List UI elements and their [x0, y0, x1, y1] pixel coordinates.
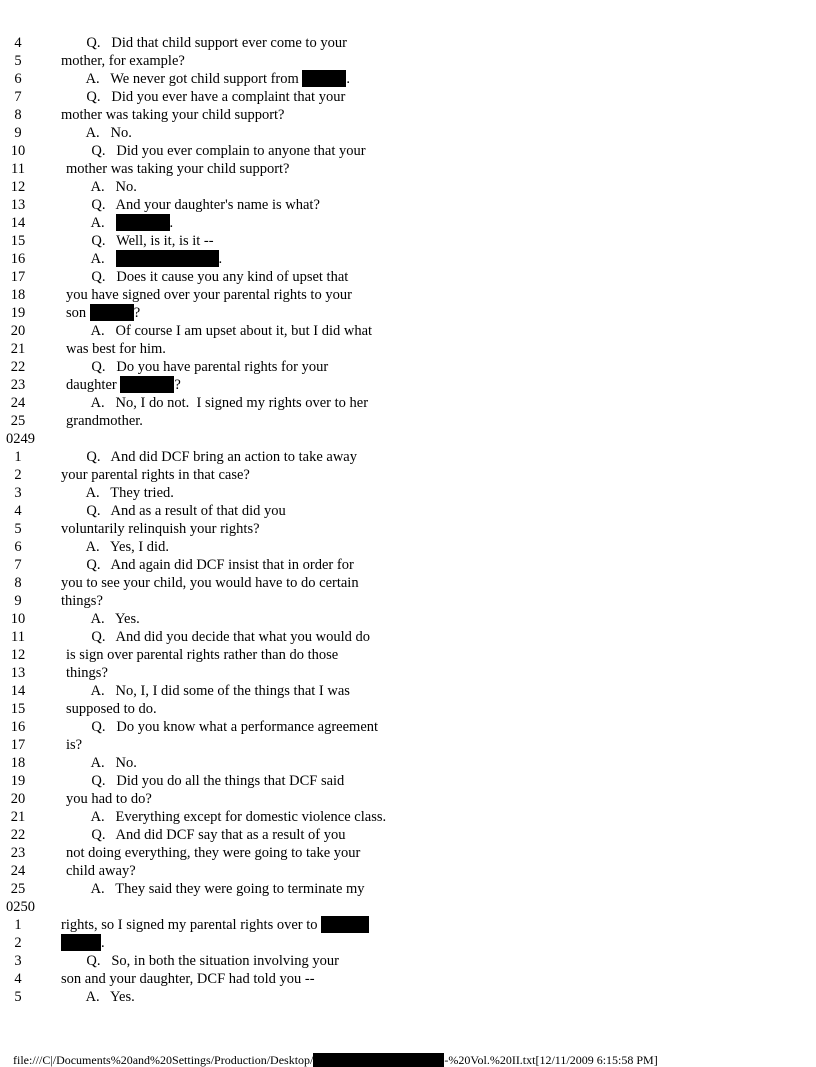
- text-segment: A. Everything except for domestic violence class.: [66, 809, 387, 825]
- line-text: [61, 52, 185, 70]
- line-text: [66, 304, 140, 322]
- transcript-line: [0, 304, 816, 322]
- transcript-line: [0, 772, 816, 790]
- line-text: [66, 646, 338, 664]
- text-segment: A. Yes.: [61, 989, 135, 1005]
- text-segment: A. They said they were going to terminate my: [66, 881, 365, 897]
- line-number: 11: [11, 629, 25, 645]
- page-number: 0250: [6, 899, 35, 915]
- transcript-line: [0, 160, 816, 178]
- line-number: 3: [14, 485, 22, 501]
- text-segment: child away?: [66, 863, 136, 879]
- line-number: 9: [14, 125, 22, 141]
- text-segment: Q. And your daughter's name is what?: [66, 197, 320, 213]
- text-segment: Q. Do you have parental rights for your: [66, 359, 329, 375]
- line-text: [66, 160, 290, 178]
- line-number: 6: [14, 539, 22, 555]
- footer-path-prefix: file:///C|/Documents%20and%20Settings/Production/Desktop/: [13, 1053, 314, 1067]
- line-text: [61, 70, 350, 88]
- text-segment: things?: [61, 593, 103, 609]
- line-number: 18: [10, 755, 26, 771]
- transcript-line: [0, 70, 816, 88]
- line-text: [66, 682, 350, 700]
- text-segment: Q. Did you ever have a complaint that your: [61, 89, 346, 105]
- text-segment: A. No.: [66, 179, 137, 195]
- line-number: 19: [10, 305, 26, 321]
- line-text: [66, 628, 370, 646]
- line-text: [61, 502, 286, 520]
- transcript-line: [0, 952, 816, 970]
- text-segment: Q. Does it cause you any kind of upset that: [66, 269, 349, 285]
- transcript-line: [0, 376, 816, 394]
- line-number: 3: [14, 953, 22, 969]
- line-number: 25: [10, 881, 26, 897]
- line-text: [66, 808, 386, 826]
- redaction-bar: [116, 214, 170, 231]
- line-number: 1: [14, 449, 22, 465]
- text-segment: A. We never got child support from: [61, 71, 303, 87]
- text-segment: mother, for example?: [61, 53, 185, 69]
- line-number: 8: [14, 107, 22, 123]
- text-segment: A. They tried.: [61, 485, 174, 501]
- line-text: [66, 196, 320, 214]
- line-text: [66, 268, 348, 286]
- line-number: 8: [14, 575, 22, 591]
- text-segment: daughter: [66, 377, 121, 393]
- text-segment: .: [169, 215, 174, 231]
- transcript-line: [0, 790, 816, 808]
- line-text: [61, 556, 354, 574]
- line-text: [66, 358, 328, 376]
- text-segment: Q. And did DCF bring an action to take away: [61, 449, 357, 465]
- transcript-line: [0, 502, 816, 520]
- text-segment: mother was taking your child support?: [61, 107, 285, 123]
- line-text: [66, 394, 368, 412]
- text-segment: not doing everything, they were going to take your: [66, 845, 361, 861]
- line-text: [66, 376, 181, 394]
- transcript-line: [0, 34, 816, 52]
- transcript-line: [0, 466, 816, 484]
- text-segment: Q. Did that child support ever come to your: [61, 35, 347, 51]
- line-number: 5: [14, 53, 22, 69]
- transcript-line: [0, 970, 816, 988]
- text-segment: A. No.: [61, 125, 132, 141]
- line-text: [61, 952, 339, 970]
- line-text: [66, 250, 222, 268]
- line-number: 2: [14, 467, 22, 483]
- transcript-line: [0, 880, 816, 898]
- transcript-line: [0, 736, 816, 754]
- transcript-line: [0, 178, 816, 196]
- line-text: [66, 322, 372, 340]
- line-number: 20: [10, 791, 26, 807]
- redaction-bar: [116, 250, 219, 267]
- line-number: 4: [14, 971, 22, 987]
- transcript-line: [0, 88, 816, 106]
- text-segment: A. Yes, I did.: [61, 539, 169, 555]
- line-text: [66, 736, 82, 754]
- text-segment: mother was taking your child support?: [66, 161, 290, 177]
- text-segment: Q. And did you decide that what you would do: [66, 629, 371, 645]
- line-number: 5: [14, 989, 22, 1005]
- line-text: [66, 754, 137, 772]
- line-number: 18: [10, 287, 26, 303]
- line-text: [61, 970, 315, 988]
- line-text: [61, 448, 357, 466]
- line-number: 25: [10, 413, 26, 429]
- transcript-line: [0, 592, 816, 610]
- transcript-line: [0, 484, 816, 502]
- text-segment: Q. And again did DCF insist that in order for: [61, 557, 354, 573]
- line-text: [66, 880, 365, 898]
- line-text: [61, 916, 369, 934]
- line-text: [66, 232, 214, 250]
- line-number: 19: [10, 773, 26, 789]
- text-segment: Q. Did you ever complain to anyone that your: [66, 143, 366, 159]
- line-text: [61, 574, 359, 592]
- file-path-footer: [7, 1039, 658, 1067]
- line-number: 10: [10, 611, 26, 627]
- text-segment: voluntarily relinquish your rights?: [61, 521, 260, 537]
- transcript-line: [0, 286, 816, 304]
- text-segment: you have signed over your parental rights to your: [66, 287, 352, 303]
- text-segment: you to see your child, you would have to do certain: [61, 575, 359, 591]
- redaction-bar: [313, 1053, 444, 1067]
- line-text: [66, 826, 346, 844]
- transcript-line: [0, 520, 816, 538]
- line-number: 16: [10, 251, 26, 267]
- text-segment: you had to do?: [66, 791, 152, 807]
- line-number: 9: [14, 593, 22, 609]
- transcript-line: [0, 754, 816, 772]
- redaction-bar: [61, 934, 101, 951]
- transcript-line: [0, 988, 816, 1006]
- line-text: [61, 88, 345, 106]
- page-number: 0249: [6, 431, 35, 447]
- line-text: [66, 340, 166, 358]
- text-segment: is?: [66, 737, 83, 753]
- page-number-line: [0, 898, 816, 916]
- line-text: [61, 592, 103, 610]
- line-number: 13: [10, 197, 26, 213]
- line-number: 15: [10, 701, 26, 717]
- text-segment: things?: [66, 665, 108, 681]
- line-number: 17: [10, 737, 26, 753]
- line-number: 12: [10, 647, 26, 663]
- transcript-line: [0, 106, 816, 124]
- text-segment: A. No.: [66, 755, 137, 771]
- text-segment: is sign over parental rights rather than do those: [66, 647, 339, 663]
- line-number: 24: [10, 395, 26, 411]
- transcript-line: [0, 916, 816, 934]
- line-number: 6: [14, 71, 22, 87]
- text-segment: grandmother.: [66, 413, 143, 429]
- transcript-line: [0, 412, 816, 430]
- line-text: [61, 934, 105, 952]
- text-segment: .: [346, 71, 351, 87]
- transcript-line: [0, 610, 816, 628]
- transcript-line: [0, 52, 816, 70]
- line-text: [66, 412, 143, 430]
- text-segment: A.: [66, 215, 116, 231]
- line-text: [66, 718, 378, 736]
- transcript-line: [0, 646, 816, 664]
- line-number: 21: [10, 809, 26, 825]
- text-segment: Q. Do you know what a performance agreement: [66, 719, 379, 735]
- line-number: 23: [10, 845, 26, 861]
- transcript-line: [0, 448, 816, 466]
- line-number: 4: [14, 503, 22, 519]
- text-segment: Q. And as a result of that did you: [61, 503, 286, 519]
- text-segment: A. No, I do not. I signed my rights over to her: [66, 395, 369, 411]
- line-number: 17: [10, 269, 26, 285]
- line-number: 4: [14, 35, 22, 51]
- line-number: 11: [11, 161, 25, 177]
- transcript-line: [0, 322, 816, 340]
- text-segment: .: [101, 935, 105, 951]
- text-segment: Q. Did you do all the things that DCF said: [66, 773, 345, 789]
- line-text: [61, 520, 260, 538]
- line-number: 20: [10, 323, 26, 339]
- redaction-bar: [321, 916, 369, 933]
- transcript-line: [0, 232, 816, 250]
- text-segment: .: [218, 251, 223, 267]
- transcript-line: [0, 700, 816, 718]
- text-segment: A.: [66, 251, 116, 267]
- line-text: [61, 988, 135, 1006]
- text-segment: A. Yes.: [66, 611, 140, 627]
- line-text: [66, 178, 137, 196]
- line-text: [61, 484, 174, 502]
- line-number: 21: [10, 341, 26, 357]
- line-number: 22: [10, 827, 26, 843]
- line-text: [66, 844, 360, 862]
- text-segment: was best for him.: [66, 341, 166, 357]
- transcript-line: [0, 340, 816, 358]
- line-text: [61, 538, 169, 556]
- line-text: [61, 34, 347, 52]
- line-number: 7: [14, 89, 22, 105]
- text-segment: ?: [133, 305, 141, 321]
- text-segment: ?: [174, 377, 181, 393]
- line-text: [66, 700, 157, 718]
- line-number: 24: [10, 863, 26, 879]
- line-text: [61, 466, 250, 484]
- line-text: [66, 790, 152, 808]
- transcript-body: [0, 34, 816, 1006]
- transcript-line: [0, 268, 816, 286]
- line-number: 10: [10, 143, 26, 159]
- text-segment: son and your daughter, DCF had told you --: [61, 971, 315, 987]
- text-segment: Q. And did DCF say that as a result of you: [66, 827, 346, 843]
- transcript-line: [0, 574, 816, 592]
- transcript-line: [0, 862, 816, 880]
- text-segment: Q. Well, is it, is it --: [66, 233, 214, 249]
- transcript-line: [0, 718, 816, 736]
- line-number: 1: [14, 917, 22, 933]
- transcript-line: [0, 664, 816, 682]
- line-text: [66, 214, 173, 232]
- line-number: 5: [14, 521, 22, 537]
- text-segment: Q. So, in both the situation involving your: [61, 953, 339, 969]
- line-number: 2: [14, 935, 22, 951]
- page-number-line: [0, 430, 816, 448]
- line-text: [66, 664, 108, 682]
- transcript-line: [0, 682, 816, 700]
- transcript-line: [0, 826, 816, 844]
- redaction-bar: [302, 70, 346, 87]
- line-text: [66, 610, 140, 628]
- line-text: [66, 862, 136, 880]
- transcript-line: [0, 628, 816, 646]
- line-number: 15: [10, 233, 26, 249]
- line-number: 22: [10, 359, 26, 375]
- line-number: 14: [10, 215, 26, 231]
- line-number: 7: [14, 557, 22, 573]
- text-segment: rights, so I signed my parental rights over to: [61, 917, 322, 933]
- transcript-line: [0, 250, 816, 268]
- line-text: [66, 142, 366, 160]
- text-segment: son: [66, 305, 90, 321]
- transcript-line: [0, 124, 816, 142]
- text-segment: your parental rights in that case?: [61, 467, 250, 483]
- line-text: [66, 286, 352, 304]
- transcript-line: [0, 538, 816, 556]
- transcript-line: [0, 214, 816, 232]
- line-text: [61, 124, 132, 142]
- text-segment: supposed to do.: [66, 701, 157, 717]
- text-segment: A. No, I, I did some of the things that I was: [66, 683, 350, 699]
- transcript-line: [0, 844, 816, 862]
- transcript-line: [0, 394, 816, 412]
- redaction-bar: [90, 304, 134, 321]
- line-number: 23: [10, 377, 26, 393]
- transcript-line: [0, 934, 816, 952]
- transcript-line: [0, 556, 816, 574]
- line-number: 12: [10, 179, 26, 195]
- footer-path-suffix: -%20Vol.%20II.txt[12/11/2009 6:15:58 PM]: [444, 1053, 658, 1067]
- transcript-line: [0, 808, 816, 826]
- transcript-line: [0, 142, 816, 160]
- line-number: 16: [10, 719, 26, 735]
- line-text: [66, 772, 344, 790]
- line-text: [61, 106, 285, 124]
- line-number: 14: [10, 683, 26, 699]
- transcript-line: [0, 358, 816, 376]
- text-segment: A. Of course I am upset about it, but I did what: [66, 323, 373, 339]
- transcript-line: [0, 196, 816, 214]
- line-number: 13: [10, 665, 26, 681]
- redaction-bar: [120, 376, 174, 393]
